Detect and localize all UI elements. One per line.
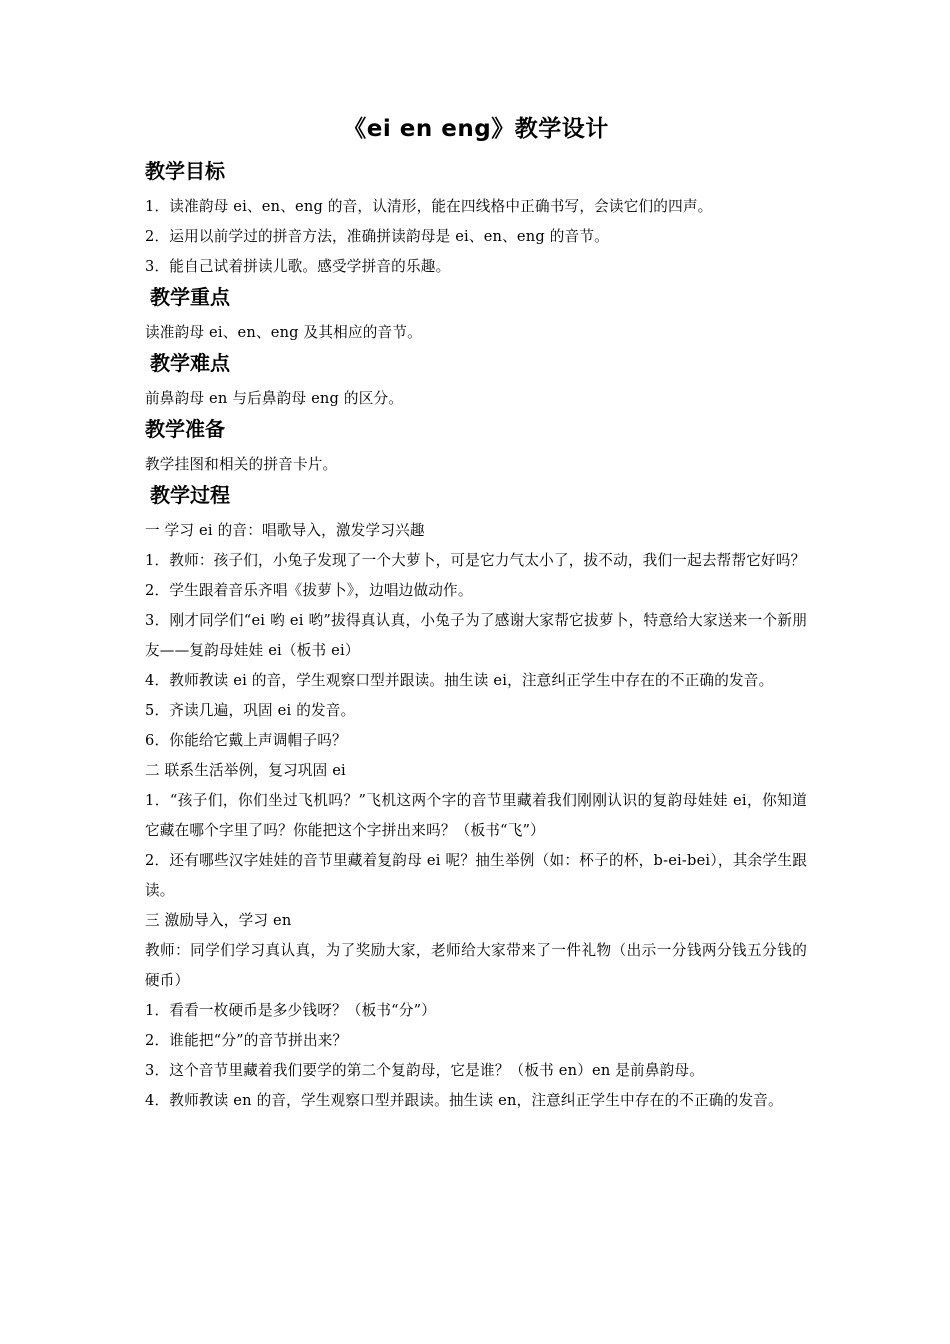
section-preparation — [145, 414, 807, 480]
paragraph: 2．谁能把“分”的音节拼出来？ — [145, 1032, 348, 1049]
paragraph: 3．刚才同学们“ei 哟 ei 哟”拔得真认真，小兔子为了感谢大家帮它拔萝卜，特意给大家送来一个新朋友——复韵母娃娃 ei（板书 ei） — [145, 612, 807, 659]
paragraph: 三 激励导入，学习 en — [145, 912, 292, 929]
section-heading: 教学难点 — [150, 351, 230, 375]
section-process — [145, 480, 807, 1116]
paragraph: 一 学习 ei 的音：唱歌导入，激发学习兴趣 — [145, 522, 425, 539]
paragraph: 教师：同学们学习真认真，为了奖励大家，老师给大家带来了一件礼物（出示一分钱两分钱五分钱的硬币） — [145, 942, 807, 989]
paragraph: 1．“孩子们，你们坐过飞机吗？”飞机这两个字的音节里藏着我们刚刚认识的复韵母娃娃 ei，你知道它藏在哪个字里了吗？你能把这个字拼出来吗？（板书“飞”） — [145, 792, 807, 839]
paragraph: 5．齐读几遍，巩固 ei 的发音。 — [145, 702, 356, 719]
paragraph: 3．能自己试着拼读儿歌。感受学拼音的乐趣。 — [145, 258, 451, 275]
paragraph: 4．教师教读 ei 的音，学生观察口型并跟读。抽生读 ei，注意纠正学生中存在的不正确的发音。 — [145, 672, 774, 689]
paragraph: 教学挂图和相关的拼音卡片。 — [145, 456, 338, 473]
paragraph: 1．读准韵母 ei、en、eng 的音，认清形，能在四线格中正确书写，会读它们的四声。 — [145, 198, 713, 215]
section-goals — [145, 156, 807, 282]
paragraph: 2．运用以前学过的拼音方法，准确拼读韵母是 ei、en、eng 的音节。 — [145, 228, 609, 245]
section-heading: 教学目标 — [145, 159, 225, 183]
section-key-points — [145, 282, 807, 348]
paragraph: 2．还有哪些汉字娃娃的音节里藏着复韵母 ei 呢？抽生举例（如：杯子的杯，b-ei-bei），其余学生跟读。 — [145, 852, 807, 899]
section-heading: 教学准备 — [145, 417, 225, 441]
paragraph: 1．教师：孩子们，小兔子发现了一个大萝卜，可是它力气太小了，拔不动，我们一起去帮帮它好吗？ — [145, 552, 806, 569]
paragraph: 读准韵母 ei、en、eng 及其相应的音节。 — [145, 324, 422, 341]
document-title: 《ei en eng》教学设计 — [343, 116, 609, 142]
section-heading: 教学过程 — [150, 483, 230, 507]
paragraph: 4．教师教读 en 的音，学生观察口型并跟读。抽生读 en，注意纠正学生中存在的不正确的发音。 — [145, 1092, 783, 1109]
paragraph: 6．你能给它戴上声调帽子吗？ — [145, 732, 347, 749]
paragraph: 前鼻韵母 en 与后鼻韵母 eng 的区分。 — [145, 390, 404, 407]
paragraph: 二 联系生活举例，复习巩固 ei — [145, 762, 346, 779]
section-heading: 教学重点 — [150, 285, 230, 309]
paragraph: 1．看看一枚硬币是多少钱呀？（板书“分”） — [145, 1002, 437, 1019]
section-difficulties — [145, 348, 807, 414]
paragraph: 3．这个音节里藏着我们要学的第二个复韵母，它是谁？（板书 en）en 是前鼻韵母。 — [145, 1062, 705, 1079]
paragraph: 2．学生跟着音乐齐唱《拔萝卜》，边唱边做动作。 — [145, 582, 473, 599]
